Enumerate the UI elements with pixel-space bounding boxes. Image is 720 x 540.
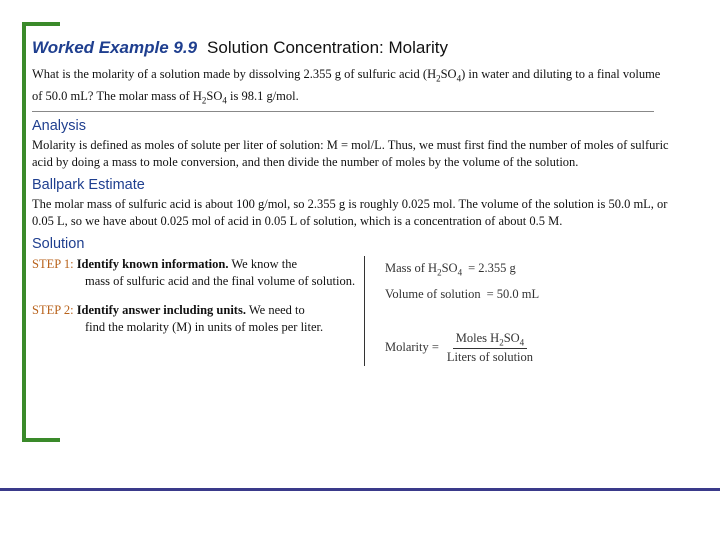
- solution-formulas: [365, 256, 539, 366]
- ballpark-heading: Ballpark Estimate: [32, 177, 145, 193]
- molarity-label: Molarity =: [385, 340, 439, 355]
- example-title: Solution Concentration: Molarity: [207, 38, 449, 57]
- problem-statement: What is the molarity of a solution made by dissolving 2.355 g of sulfuric acid $(H_2SO_4)$ in water and diluting to a final volume of 50.0 mL? The molar mass of $H_2SO_4$ is 98.1 g/mol.: [32, 67, 661, 105]
- page-title: [32, 38, 672, 58]
- step-1: STEP 1: Identify known information. We know the mass of sulfuric acid and the final volume of solution.: [32, 257, 356, 288]
- analysis-heading: Analysis: [32, 118, 86, 134]
- ballpark-text: The molar mass of sulfuric acid is about 100 g/mol, so 2.355 g is roughly 0.025 mol. The volume of the solution is 50.0 mL, or 0.05 L, so we have about 0.025 mol of acid in 0.05 L of solution, which is a concentration of about 0.5 M.: [32, 197, 668, 228]
- solution-heading: Solution: [32, 236, 85, 252]
- molarity-formula: [385, 331, 539, 366]
- analysis-text: Molarity is defined as moles of solute per liter of solution: M = mol/L. Thus, we must first find the number of moles of sulfuric acid by doing a mass to mole conversion, and then divide the number of moles by the volume of the solution.: [32, 138, 669, 169]
- bracket-bottom: [22, 438, 60, 442]
- solution-steps: [32, 256, 365, 366]
- fraction-denominator: Liters of solution: [446, 350, 534, 364]
- bracket-left: [22, 22, 26, 442]
- volume-line: Volume of solution = 50.0 mL: [385, 286, 540, 301]
- solution-body: [32, 256, 672, 366]
- bottom-rule: [0, 488, 720, 491]
- mass-line: Mass of $H_2SO_4 = 2.355$ g: [385, 261, 516, 278]
- bracket-top: [22, 22, 60, 26]
- divider: [32, 111, 654, 112]
- fraction-numerator: Moles $H_2SO_4$: [453, 331, 527, 350]
- example-number: Worked Example 9.9: [32, 38, 198, 57]
- worked-example: [32, 38, 672, 366]
- molarity-fraction: [447, 331, 533, 366]
- step-2: STEP 2: Identify answer including units. We need to find the molarity (M) in units of moles per liter.: [32, 303, 324, 334]
